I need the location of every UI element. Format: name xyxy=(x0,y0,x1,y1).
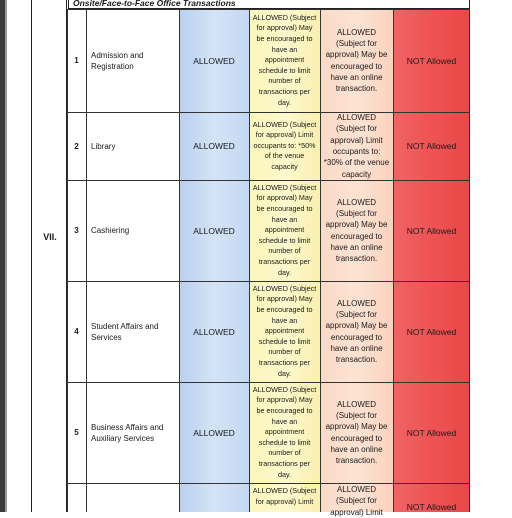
status-peach: ALLOWED (Subject for approval) Limit occupants to: *30% of the venue capacity xyxy=(323,113,390,179)
status-red: NOT Allowed xyxy=(406,326,457,337)
grid-line xyxy=(393,9,394,512)
status-blue: ALLOWED xyxy=(193,55,235,66)
transactions-table xyxy=(67,9,470,517)
grid-line xyxy=(67,9,68,512)
status-blue xyxy=(179,483,249,512)
table-row xyxy=(67,9,470,112)
table-row xyxy=(67,180,470,281)
table-row xyxy=(67,112,470,180)
scan-edge-shadow xyxy=(5,0,7,512)
grid-line xyxy=(86,9,87,512)
grid-line xyxy=(67,382,470,383)
row-number: 3 xyxy=(74,226,79,235)
status-peach: ALLOWED (Subject for approval) May be encouraged to have an online transaction. xyxy=(325,298,388,365)
table-header: Onsite/Face-to-Face Office Transactions xyxy=(68,0,470,9)
status-red: NOT Allowed xyxy=(406,225,457,236)
office-name: Cashiering xyxy=(91,226,130,235)
status-yellow: ALLOWED (Subject for approval) May be encouraged to have an appointment schedule to limit number of transactions per day. xyxy=(252,182,317,277)
status-yellow: ALLOWED (Subject for approval) May be encouraged to have an appointment schedule to limit number of transactions per day. xyxy=(252,283,317,378)
office-name: Library xyxy=(91,141,116,151)
row-number: 1 xyxy=(74,56,79,65)
row-number: 4 xyxy=(74,327,79,336)
status-yellow: ALLOWED (Subject for approval) Limit xyxy=(252,486,317,506)
section-number: VII. xyxy=(43,232,57,242)
row-number xyxy=(67,483,86,512)
status-red: NOT Allowed xyxy=(406,141,457,151)
section-column xyxy=(31,0,67,512)
status-red: NOT Allowed xyxy=(406,427,457,438)
row-number: 5 xyxy=(74,428,79,437)
status-blue: ALLOWED xyxy=(193,427,235,438)
row-number: 2 xyxy=(74,141,79,151)
status-yellow: ALLOWED (Subject for approval) May be encouraged to have an appointment schedule to limit number of transactions per day. xyxy=(252,12,317,107)
status-peach: ALLOWED (Subject for approval) May be encouraged to have an online transaction. xyxy=(325,399,388,466)
office-name: Admission and Registration xyxy=(91,50,144,71)
grid-line xyxy=(320,9,321,512)
grid-line xyxy=(67,9,470,10)
grid-line xyxy=(67,281,470,282)
status-peach: ALLOWED (Subject for approval) Limit xyxy=(330,485,383,517)
office-name xyxy=(86,483,179,512)
grid-line xyxy=(67,483,470,484)
grid-line xyxy=(249,9,250,512)
status-yellow: ALLOWED (Subject for approval) May be encouraged to have an appointment schedule to limit number of transactions per day. xyxy=(252,384,317,479)
grid-line xyxy=(67,180,470,181)
status-red: NOT Allowed xyxy=(406,55,457,66)
table-row xyxy=(67,281,470,382)
office-name: Business Affairs and Auxiliary Services xyxy=(91,422,164,443)
status-peach: ALLOWED (Subject for approval) May be encouraged to have an online transaction. xyxy=(325,27,388,94)
office-name: Student Affairs and Services xyxy=(91,321,159,342)
status-red: NOT Allowed xyxy=(406,502,457,512)
status-blue: ALLOWED xyxy=(193,141,235,151)
status-yellow: ALLOWED (Subject for approval) Limit occupants to: *50% of the venue capacity xyxy=(252,119,317,171)
status-blue: ALLOWED xyxy=(193,326,235,337)
table-row xyxy=(67,483,470,517)
grid-line xyxy=(67,112,470,113)
table-row xyxy=(67,382,470,483)
grid-line xyxy=(469,9,470,512)
grid-line xyxy=(179,9,180,512)
status-blue: ALLOWED xyxy=(193,225,235,236)
status-peach: ALLOWED (Subject for approval) May be encouraged to have an online transaction. xyxy=(325,197,388,264)
